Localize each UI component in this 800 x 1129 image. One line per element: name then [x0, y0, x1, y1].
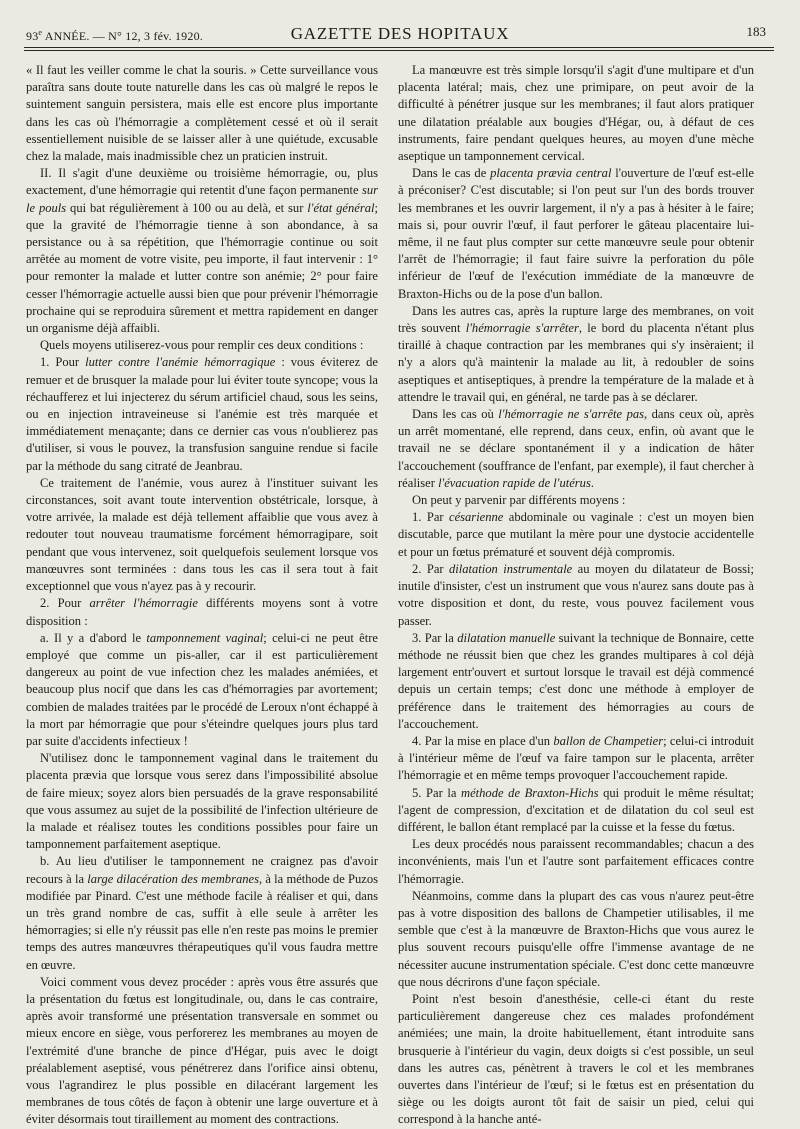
paragraph: La manœuvre est très simple lorsqu'il s'agit d'une multipare et d'un placenta latéral; mais, chez une primipare, on peut avoir de la difficulté à pénétrer jusque sur les membranes; il faut alors pratiquer une dilatation préalable aux bougies d'Hégar, ou, à défaut de ces instruments, faire pendant quelques heures, au moyen d'une mèche aseptique un tamponnement cervical.: [398, 63, 754, 164]
journal-title: GAZETTE DES HOPITAUX: [290, 24, 510, 43]
italic-phrase: dilatation manuelle: [457, 630, 556, 645]
paragraph: [398, 630, 754, 733]
italic-phrase: l'évacuation rapide de l'utérus: [438, 475, 591, 490]
text-run: Dans le cas de: [412, 166, 491, 181]
page-number: 183: [746, 24, 766, 39]
paragraph: [26, 853, 378, 973]
text-run: Dans les cas où: [412, 407, 499, 422]
text-run: , à la méthode de Puzos modifiée par Pinard. C'est une méthode facile à réaliser et qui, dans un très grand nombre de cas, suffit à elle seule à arrêter les hémorragies; si elle n'y réussit pas elle n'en reste pas moins le premier temps des autres manœuvres thérapeutiques qu'il vous faudra mettre en œuvre.: [26, 871, 378, 972]
paragraph: Les deux procédés nous paraissent recommandables; chacun a des inconvénients, mais l'un et l'autre sont parfaitement efficaces contre l'hémorragie.: [398, 837, 754, 886]
page-header: [0, 0, 800, 52]
paragraph: N'utilisez donc le tamponnement vaginal dans le traitement du placenta prævia que lorsque vous serez dans l'impossibilité absolue de faire mieux; soyez alors bien persuadés de la grave responsabilité que vous assumez au sujet de la possibilité de l'infection ultérieure de la malade et réalisez toutes les conditions possibles pour faire un tamponnement parfaitement aseptique.: [26, 751, 378, 852]
paragraph: [26, 595, 378, 629]
text-run: différents moyens sont à votre disposition :: [26, 596, 378, 628]
paragraph: Néanmoins, comme dans la plupart des cas vous n'aurez peut-être pas à votre disposition des ballons de Champetier utilisables, il me semble que c'est à la manœuvre de Braxton-Hichs que vous aurez le plus souvent recours puisqu'elle offre l'immense avantage de ne nécessiter aucune instrumentation spéciale. C'est donc cette manœuvre que nous décrirons d'une façon spéciale.: [398, 888, 754, 989]
paragraph: [398, 509, 754, 561]
text-run: abdominale ou vaginale : c'est un moyen bien discutable, parce que mutilant la mère pour une dystocie accidentelle et pour un fœtus prématuré et souvent déjà compromis.: [398, 510, 754, 559]
text-run: : vous éviterez de remuer et de brusquer la malade pour lui éviter toute syncope; vous la réchaufferez et lui injecterez du sérum artificiel chaud, sous les seins, ou en injection intraveineuse si l'anémie est très marquée et immédiatement menaçante; dans ce dernier cas vous n'oublierez pas d'utiliser, si vous le pouvez, la transfusion sanguine rendue si facile par la méthode du sang citraté de Jeanbrau.: [26, 355, 379, 473]
italic-phrase: l'hémorragie ne s'arrête pas: [498, 407, 645, 422]
italic-phrase: césarienne: [449, 510, 504, 525]
text-run: qui bat régulièrement à 100 ou au delà, et sur: [66, 200, 308, 215]
text-run: Dans les autres cas, après la rupture large des membranes, on voit très souvent: [398, 303, 754, 336]
paragraph: [398, 733, 754, 785]
text-run: 5. Par la: [412, 785, 462, 800]
italic-phrase: lutter contre l'anémie hémorragique: [85, 355, 276, 370]
year-prefix: 93: [26, 29, 39, 43]
italic-phrase: méthode de Braxton-Hichs: [461, 785, 599, 800]
italic-phrase: arrêter l'hémorragie: [89, 596, 198, 611]
paragraph: On peut y parvenir par différents moyens :: [412, 493, 626, 508]
italic-phrase: ballon de Champetier: [553, 733, 664, 748]
annee-label: ANNÉE.: [42, 29, 90, 43]
text-run: b. Au lieu d'utiliser le tamponnement ne craignez pas d'avoir recours à la: [26, 854, 378, 886]
text-run: ; celui-ci ne peut être employé que comme un pis-aller, car il est particulièrement dangereux au point de vue infection chez les malades anémiées, et beaucoup plus nocif que dans les cas d'hémorragies par avortement; combien de malades traitées par le procédé de Leroux n'ont échappé à la mort par hémorragie que pour s'éteindre quelques jours plus tard par suite d'accidents infectieux !: [26, 630, 378, 748]
text-run: 1. Pour: [40, 355, 86, 370]
issue-number-date: — N° 12, 3 fév. 1920.: [89, 29, 203, 43]
text-run: au moyen du dilatateur de Bossi; inutile d'insister, c'est un instrument que vous n'aurez sans doute pas à votre disposition et dont, du reste, vous pouvez facilement vous passer.: [398, 561, 754, 628]
paragraph: Ce traitement de l'anémie, vous aurez à l'instituer suivant les circonstances, soit avant toute intervention obstétricale, lorsque, à votre arrivée, la malade est déjà tellement affaiblie que vous avez à redouter tout nouveau traumatisme forcément hémorragipare, soit pendant que vous intervenez, soit quelquefois seulement lorsque vos manœuvres sont terminées : dans tous les cas il sera tout à fait exceptionnel que vous n'ayez pas à y recourir.: [26, 475, 378, 594]
header-rule-thin: [24, 50, 774, 51]
paragraph: Point n'est besoin d'anesthésie, celle-ci étant du reste particulièrement dangereuse chez ces malades profondément anémiées; une main, la droite habituellement, étant introduite sans brusquerie à l'intérieur du vagin, deux doigts si c'est possible, un seul dans les autres cas, pénètrent à travers le col et les membranes ouvertes dans l'intérieur de l'œuf; si le fœtus est en présentation du siège ou les doigts auront tôt fait de saisir un pied, celui qui correspond à la hanche anté-: [398, 991, 754, 1127]
paragraph: Voici comment vous devez procéder : après vous être assurés que la présentation du fœtus est longitudinale, ou, dans le cas contraire, après avoir transformé une présentation transversale en sommet ou mieux encore en siège, vous perforerez les membranes au moyen de l'extrémité d'une branche de pince d'Hégar, puis avec le doigt préalablement aseptisé, vous pénétrerez dans l'orifice ainsi obtenu, vous l'agrandirez le plus possible en dilacérant largement les membranes de tous côtés de façon à obtenir une large ouverture et à éviter désormais tout tiraillement au moment des contractions.: [26, 974, 378, 1127]
paragraph: [398, 785, 754, 837]
paragraph: [398, 165, 754, 303]
paragraph: [398, 303, 754, 406]
text-run: 2. Par: [412, 561, 450, 576]
paragraph: Quels moyens utiliserez-vous pour remplir ces deux conditions :: [40, 338, 364, 353]
paragraph: [26, 354, 378, 474]
italic-phrase: l'état général: [307, 200, 375, 215]
text-run: qui produit le même résultat; l'agent de compression, d'excitation et de dilatation du col seul est différent, le ballon étant remplacé par la cuisse et la fesse du fœtus.: [398, 785, 754, 834]
paragraph: [26, 165, 378, 337]
header-rule: [24, 47, 774, 48]
year-superscript: e: [38, 28, 43, 37]
italic-phrase: dilatation instrumentale: [449, 561, 573, 576]
text-run: , dans ceux où, après un arrêt momentané, elle reprend, dans ceux, enfin, où avant que le travail ne se déclare spontanément il y a indication de hâter l'accouchement (souffrance de l'enfant, par exemple), il faut chercher à réaliser: [398, 407, 754, 490]
italic-phrase: large dilacération des membranes: [87, 871, 259, 886]
paragraph: [398, 561, 754, 630]
italic-phrase: l'hémorragie s'arrêter: [465, 321, 579, 336]
paragraph: « Il faut les veiller comme le chat la souris. » Cette surveillance vous paraîtra sans doute toute naturelle dans les cas où malgré le repos le suintement sanguin persistera, mais elle est encore plus importante dans les cas où l'hémorragie a complètement cessé et où il serait essentiellement nuisible de se laisser aller à une quiétude, excusable chez la malade, mais inadmissible chez un praticien instruit.: [26, 63, 378, 164]
text-run: 2. Pour: [40, 596, 90, 611]
text-run: l'ouverture de l'œuf est-elle à préconiser? C'est discutable; si l'on peut sur l'un des bords trouver les membranes et les ouvrir largement, il n'y a pas à hésiter à le faire; mais si, pour ouvrir l'œuf, il faut perforer le gâteau placentaire lui-même, il ne faut plus compter sur cette manœuvre seule pour obtenir l'arrêt de l'hémorragie; il faut faire suivre la perforation du pôle inférieur de l'œuf de l'exécution immédiate de la manœuvre de Braxton-Hichs ou de la pose d'un ballon.: [398, 166, 754, 301]
text-run: suivant la technique de Bonnaire, cette méthode ne réussit bien que chez les grandes multipares à col déjà largement entr'ouvert et surtout lorsque le travail est déjà commencé depuis un certain temps; c'est donc une méthode à employer de préférence dans le traitement des hémorragies au cours de l'accouchement.: [398, 630, 754, 731]
italic-phrase: sur le pouls: [26, 183, 378, 215]
text-run: .: [590, 475, 594, 490]
text-run: ; celui-ci introduit à l'intérieur même de l'œuf va faire tampon sur le placenta, arrêter l'hémorragie et en même temps provoquer l'accouchement rapide.: [398, 733, 755, 783]
left-column: [26, 62, 378, 1129]
text-run: 3. Par la: [412, 630, 458, 645]
paragraph: [26, 630, 378, 750]
text-run: a. Il y a d'abord le: [40, 630, 147, 645]
italic-phrase: placenta prævia central: [490, 166, 612, 181]
text-run: , le bord du placenta n'étant plus tiraillé à chaque contraction par les membranes qui s'y insèraient; il n'y a alors qu'à maintenir la malade au lit, à redoubler de soins aseptiques et antiseptiques, à prendre la température de la malade et à attendre le travail qui, en général, ne tarde pas à se déclarer.: [398, 321, 755, 404]
text-run: II. Il s'agit d'une deuxième ou troisième hémorragie, ou, plus exactement, d'une hémorragie qui retentit d'une façon permanente: [26, 166, 378, 198]
paragraph: [398, 406, 754, 492]
text-run: 4. Par la mise en place d'un: [412, 733, 554, 748]
right-column: [398, 62, 754, 1129]
text-run: 1. Par: [412, 510, 450, 525]
italic-phrase: tamponnement vaginal: [146, 630, 264, 645]
text-run: ; que la gravité de l'hémorragie tienne à son abondance, à sa persistance ou à sa répétition, que l'hémorragie continue ou soit arrêtée au moment de votre visite, peu importe, il faut intervenir : 1° pour remonter la malade et lutter contre son anémie; 2° pour faire cesser l'hémorragie actuelle aussi bien que pour prévenir l'hémorragie prochaine qui se reproduira sûrement et mettra rapidement en danger un organisme déjà affaibli.: [26, 200, 378, 336]
